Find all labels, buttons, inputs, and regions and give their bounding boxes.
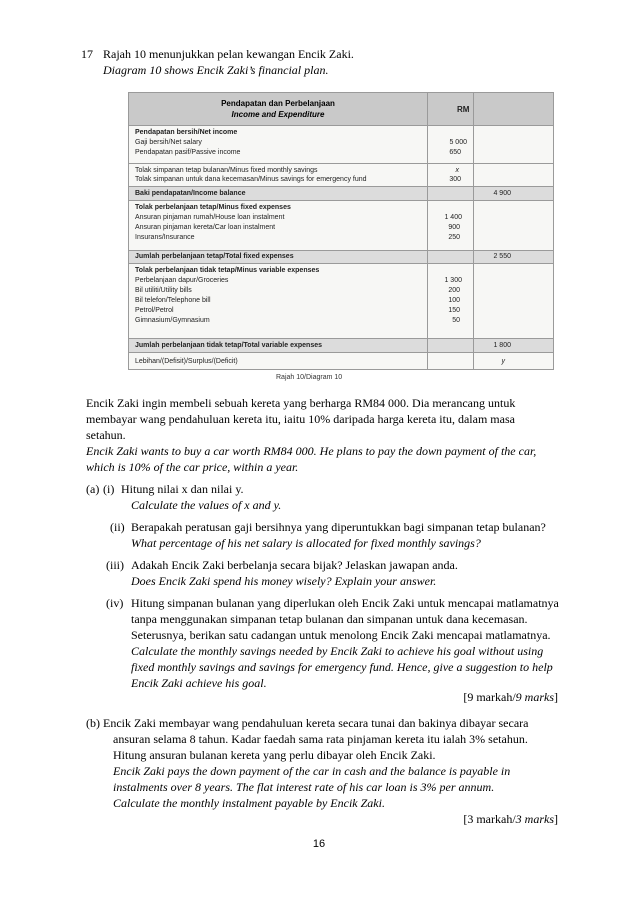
part-a-iv-label: (iv) — [106, 596, 124, 610]
question-intro-ms: Rajah 10 menunjukkan pelan kewangan Encik Zaki. — [103, 47, 354, 61]
insurance-label: Insurans/Insurance — [135, 234, 195, 241]
surplus-value: y — [501, 358, 505, 365]
part-a-iv-en-1: Calculate the monthly savings needed by Encik Zaki to achieve his goal without using — [131, 644, 544, 658]
part-a-marks — [463, 689, 558, 705]
part-b-en-1: Encik Zaki pays the down payment of the car in cash and the balance is payable in — [113, 764, 511, 778]
petrol-label: Petrol/Petrol — [135, 307, 174, 314]
emergency-savings-value: 300 — [449, 176, 461, 183]
marks-italic: 9 marks — [515, 690, 554, 704]
context-ms-3: setahun. — [86, 428, 126, 442]
part-b-ms-3: Hitung ansuran bulanan kereta yang perlu dibayar oleh Encik Zaki. — [113, 748, 436, 762]
question-number: 17 — [81, 47, 93, 61]
part-b-ms-1: Encik Zaki membayar wang pendahuluan kereta secara tunai dan bakinya dibayar secara — [103, 716, 529, 730]
table-header-ms: Pendapatan dan Perbelanjaan — [221, 99, 335, 108]
part-a-iii-en: Does Encik Zaki spend his money wisely? Explain your answer. — [131, 574, 437, 588]
part-a-iii-label: (iii) — [106, 558, 124, 572]
row-divider — [129, 250, 553, 251]
marks-suffix: ] — [554, 812, 558, 826]
table-caption: Rajah 10/Diagram 10 — [276, 374, 343, 381]
row-divider — [129, 263, 553, 264]
surplus-label: Lebihan/(Defisit)/Surplus/(Deficit) — [135, 358, 238, 365]
column-divider — [473, 93, 474, 369]
part-a-iv-en-2: fixed monthly savings and savings for emergency fund. Hence, give a suggestion to help — [131, 660, 553, 674]
insurance-value: 250 — [448, 234, 460, 241]
part-a-iv-en-3: Encik Zaki achieve his goal. — [131, 676, 267, 690]
row-divider — [129, 352, 553, 353]
table-header-en: Income and Expenditure — [231, 110, 325, 119]
total-variable-value: 1 800 — [493, 342, 511, 349]
row-divider — [129, 163, 553, 164]
net-salary-label: Gaji bersih/Net salary — [135, 139, 202, 146]
gymnasium-value: 50 — [452, 317, 460, 324]
total-fixed-value: 2 550 — [493, 253, 511, 260]
part-b-label: (b) — [86, 716, 100, 730]
house-loan-label: Ansuran pinjaman rumah/House loan instalment — [135, 214, 285, 221]
part-b-ms-2: ansuran selama 8 tahun. Kadar faedah sama rata pinjaman kereta itu ialah 3% setahun. — [113, 732, 528, 746]
part-a-iv-ms-2: tanpa menggunakan simpanan tetap bulanan dan simpanan untuk dana kecemasan. — [131, 612, 528, 626]
marks-prefix: [3 markah/ — [463, 812, 516, 826]
question-intro-en: Diagram 10 shows Encik Zaki’s financial plan. — [103, 63, 329, 77]
part-a-i-label: (i) — [103, 482, 115, 496]
car-loan-value: 900 — [448, 224, 460, 231]
passive-income-label: Pendapatan pasif/Passive income — [135, 149, 241, 156]
marks-italic: 3 marks — [515, 812, 554, 826]
total-variable-label: Jumlah perbelanjaan tidak tetap/Total variable expenses — [135, 342, 322, 349]
groceries-value: 1 300 — [444, 277, 462, 284]
emergency-savings-label: Tolak simpanan untuk dana kecemasan/Minus savings for emergency fund — [135, 176, 367, 183]
part-a-ii-label: (ii) — [110, 520, 125, 534]
petrol-value: 150 — [448, 307, 460, 314]
variable-expenses-title: Tolak perbelanjaan tidak tetap/Minus variable expenses — [135, 267, 320, 274]
passive-income-value: 650 — [449, 149, 461, 156]
part-a-iv-ms-3: Seterusnya, berikan satu cadangan untuk menolong Encik Zaki mencapai matlamatnya. — [131, 628, 551, 642]
part-a-iv-ms-1: Hitung simpanan bulanan yang diperlukan oleh Encik Zaki untuk mencapai matlamatnya — [131, 596, 559, 610]
row-divider — [129, 200, 553, 201]
page-number: 16 — [312, 838, 326, 850]
fixed-savings-label: Tolak simpanan tetap bulanan/Minus fixed monthly savings — [135, 167, 318, 174]
net-salary-value: 5 000 — [449, 139, 467, 146]
part-b-en-2: instalments over 8 years. The flat interest rate of his car loan is 3% per annum. — [113, 780, 495, 794]
part-a-ii-en: What percentage of his net salary is allocated for fixed monthly savings? — [131, 536, 481, 550]
part-a-label: (a) — [86, 482, 100, 496]
marks-prefix: [9 markah/ — [463, 690, 516, 704]
part-a-i-en: Calculate the values of x and y. — [131, 498, 282, 512]
utility-label: Bil utiliti/Utility bills — [135, 287, 192, 294]
fixed-expenses-title: Tolak perbelanjaan tetap/Minus fixed expenses — [135, 204, 291, 211]
context-ms-1: Encik Zaki ingin membeli sebuah kereta yang berharga RM84 000. Dia merancang untuk — [86, 396, 516, 410]
row-divider — [129, 186, 553, 187]
context-ms-2: membayar wang pendahuluan kereta itu, iaitu 10% daripada harga kereta itu, dalam masa — [86, 412, 515, 426]
gymnasium-label: Gimnasium/Gymnasium — [135, 317, 210, 324]
utility-value: 200 — [448, 287, 460, 294]
financial-plan-table — [128, 92, 554, 370]
marks-suffix: ] — [554, 690, 558, 704]
income-balance-value: 4 900 — [493, 190, 511, 197]
context-en-1: Encik Zaki wants to buy a car worth RM84 000. He plans to pay the down payment of the car, — [86, 444, 537, 458]
row-divider — [129, 338, 553, 339]
currency-header: RM — [457, 105, 470, 114]
part-b-en-3: Calculate the monthly instalment payable by Encik Zaki. — [113, 796, 385, 810]
total-fixed-label: Jumlah perbelanjaan tetap/Total fixed expenses — [135, 253, 294, 260]
part-b-marks — [463, 811, 558, 827]
car-loan-label: Ansuran pinjaman kereta/Car loan instalment — [135, 224, 276, 231]
income-balance-label: Baki pendapatan/Income balance — [135, 190, 246, 197]
telephone-value: 100 — [448, 297, 460, 304]
house-loan-value: 1 400 — [444, 214, 462, 221]
groceries-label: Perbelanjaan dapur/Groceries — [135, 277, 229, 284]
part-a-ii-ms: Berapakah peratusan gaji bersihnya yang diperuntukkan bagi simpanan tetap bulanan? — [131, 520, 546, 534]
fixed-savings-value: x — [455, 167, 459, 174]
part-a-i-ms: Hitung nilai x dan nilai y. — [121, 482, 244, 496]
net-income-title: Pendapatan bersih/Net income — [135, 129, 238, 136]
part-a-iii-ms: Adakah Encik Zaki berbelanja secara bijak? Jelaskan jawapan anda. — [131, 558, 458, 572]
context-en-2: which is 10% of the car price, within a year. — [86, 460, 299, 474]
telephone-label: Bil telefon/Telephone bill — [135, 297, 211, 304]
